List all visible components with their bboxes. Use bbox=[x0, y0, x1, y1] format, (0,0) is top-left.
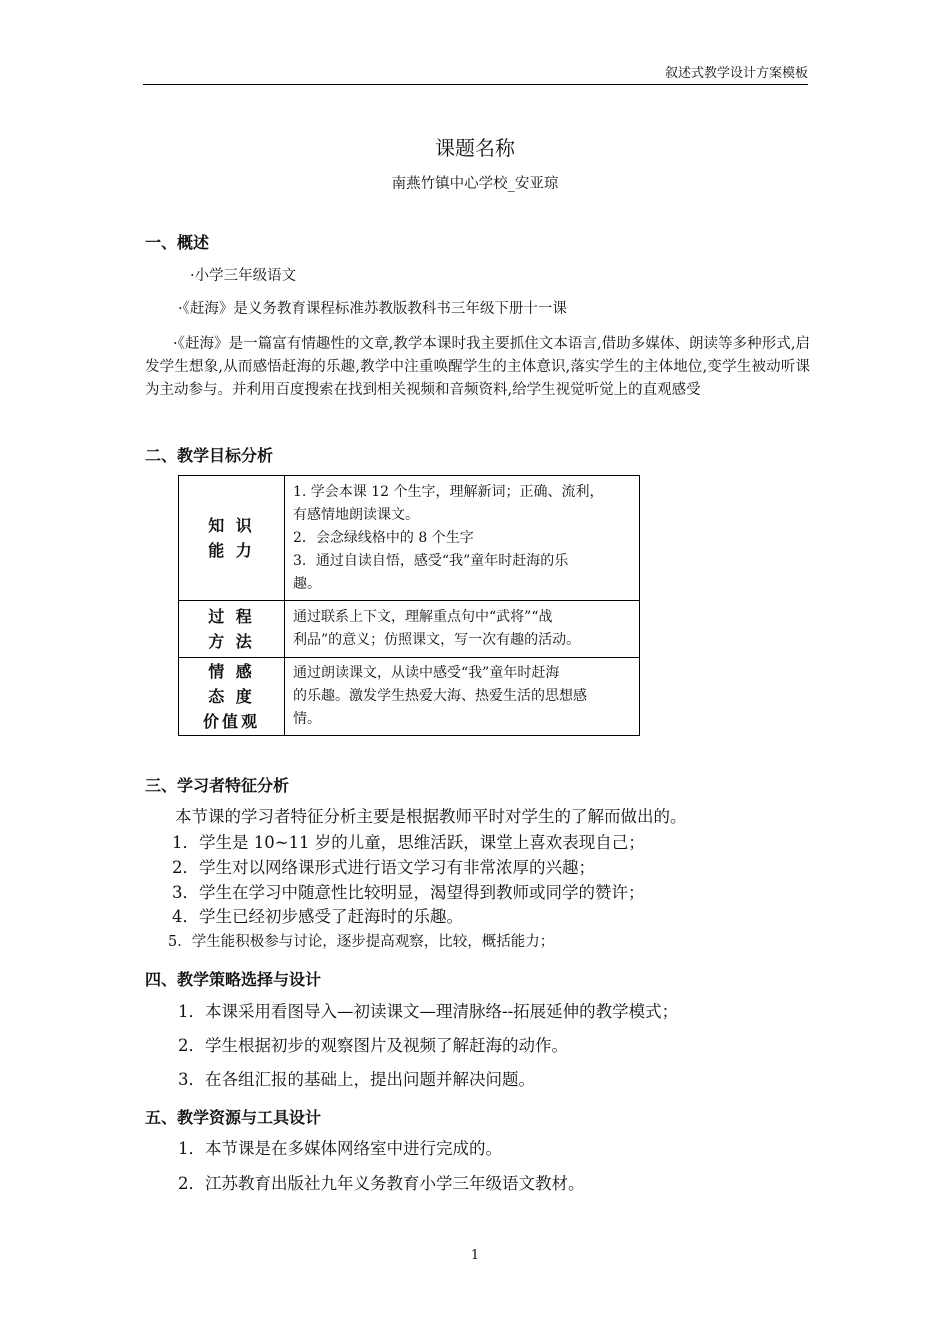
document-title: 课题名称 bbox=[435, 136, 515, 160]
row-label-knowledge: 知 识 能 力 bbox=[179, 476, 285, 601]
goals-table bbox=[178, 475, 640, 736]
table-row bbox=[179, 658, 640, 736]
list-item: 1．本节课是在多媒体网络室中进行完成的。 bbox=[178, 1139, 502, 1158]
overview-subject: ·小学三年级语文 bbox=[190, 268, 297, 284]
row-label-process: 过 程 方 法 bbox=[179, 601, 285, 658]
list-item: 2．江苏教育出版社九年义务教育小学三年级语文教材。 bbox=[178, 1174, 585, 1193]
section-heading-resources: 五、教学资源与工具设计 bbox=[145, 1108, 322, 1127]
section-heading-learners: 三、学习者特征分析 bbox=[145, 776, 290, 795]
section-heading-strategy: 四、教学策略选择与设计 bbox=[145, 970, 322, 989]
author-line: 南燕竹镇中心学校_安亚琼 bbox=[391, 176, 559, 192]
overview-paragraph: ·《赶海》是一篇富有情趣性的文章,教学本课时我主要抓住文本语言,借助多媒体、朗读等多种形式,启发学生想象,从而感悟赶海的乐趣,教学中注重唤醒学生的主体意识,落实学生的主体地位,变学生被动听课为主动参与。并利用百度搜索在找到相关视频和音频资料,给学生视觉听觉上的直观感受 bbox=[145, 336, 810, 398]
section-heading-overview: 一、概述 bbox=[145, 233, 210, 252]
list-item: 2．学生对以网络课形式进行语文学习有非常浓厚的兴趣； bbox=[172, 858, 595, 877]
list-item: 4．学生已经初步感受了赶海时的乐趣。 bbox=[172, 907, 463, 926]
list-item: 1．学生是 10~11 岁的儿童，思维活跃，课堂上喜欢表现自己； bbox=[172, 833, 645, 852]
list-item: 2．学生根据初步的观察图片及视频了解赶海的动作。 bbox=[178, 1036, 568, 1055]
list-item: 5．学生能积极参与讨论，逐步提高观察，比较，概括能力； bbox=[168, 934, 555, 950]
section-heading-goals: 二、教学目标分析 bbox=[145, 446, 274, 465]
page-number: 1 bbox=[470, 1248, 480, 1263]
row-content-process: 通过联系上下文，理解重点句中“武将”“战 利品”的意义；仿照课文，写一次有趣的活动。 bbox=[285, 601, 640, 658]
running-header: 叙述式教学设计方案模板 bbox=[143, 64, 808, 85]
table-row bbox=[179, 601, 640, 658]
learners-intro: 本节课的学习者特征分析主要是根据教师平时对学生的了解而做出的。 bbox=[175, 807, 687, 826]
list-item: 3．在各组汇报的基础上，提出问题并解决问题。 bbox=[178, 1070, 535, 1089]
table-row bbox=[179, 476, 640, 601]
row-label-values: 情 感 态 度 价值观 bbox=[179, 658, 285, 736]
row-content-values: 通过朗读课文，从读中感受“我”童年时赶海 的乐趣。激发学生热爱大海、热爱生活的思想感 情。 bbox=[285, 658, 640, 736]
overview-textbook: ·《赶海》是义务教育课程标准苏教版教科书三年级下册十一课 bbox=[178, 301, 567, 317]
row-content-knowledge: 1. 学会本课 12 个生字，理解新词；正确、流利， 有感情地朗读课文。 2．会念绿线格中的 8 个生字 3．通过自读自悟，感受“我”童年时赶海的乐 趣。 bbox=[285, 476, 640, 601]
list-item: 1．本课采用看图导入—初读课文—理清脉络--拓展延伸的教学模式； bbox=[178, 1002, 679, 1021]
list-item: 3．学生在学习中随意性比较明显，渴望得到教师或同学的赞许； bbox=[172, 883, 645, 902]
